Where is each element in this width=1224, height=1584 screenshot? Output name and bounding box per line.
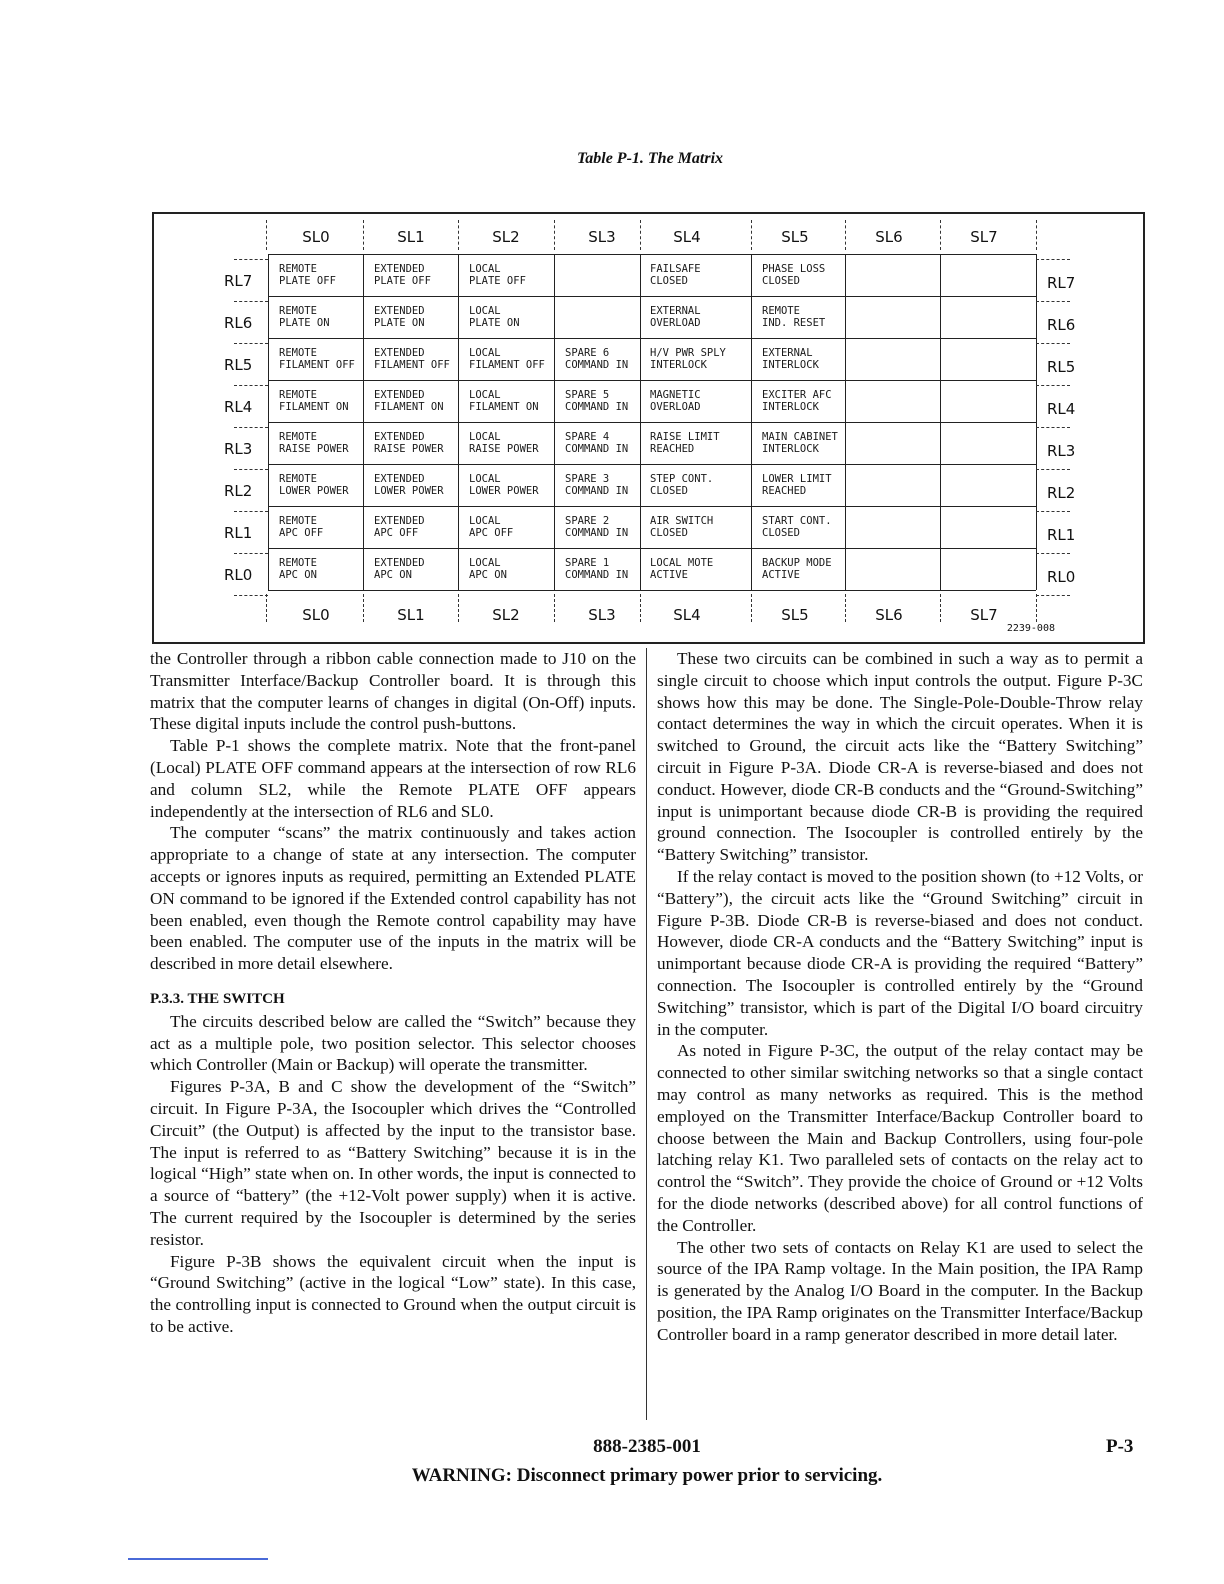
row-tick <box>1036 343 1070 344</box>
matrix-cell-rl6-sl5: REMOTE IND. RESET <box>762 305 826 329</box>
row-label-rl7-right: RL7 <box>1047 274 1076 292</box>
header-divider <box>940 594 941 622</box>
paragraph: The computer “scans” the matrix continuously and takes action appropriate to a change of state at any intersection. The computer accepts or ignores inputs as required, permitting an Extended PLATE ON command to be ignored if the Extended control capability has not been enabled, even though the Remote control capability may have been enabled. The computer use of the inputs in the matrix will be described in more detail elsewhere. <box>150 823 636 974</box>
row-tick <box>234 469 268 470</box>
matrix-cell-rl7-sl1: EXTENDED PLATE OFF <box>374 263 431 287</box>
row-tick <box>234 553 268 554</box>
row-tick <box>1036 595 1070 596</box>
table-caption: Table P-1. The Matrix <box>576 150 724 167</box>
matrix-cell-rl6-sl2: LOCAL PLATE ON <box>469 305 520 329</box>
row-label-rl6-left: RL6 <box>224 314 253 332</box>
matrix-cell-rl6-sl0: REMOTE PLATE ON <box>279 305 330 329</box>
row-label-rl2-right: RL2 <box>1047 484 1076 502</box>
grid-row-line <box>268 254 1036 255</box>
column-header-sl4-bottom: SL4 <box>673 606 701 624</box>
matrix-cell-rl4-sl1: EXTENDED FILAMENT ON <box>374 389 444 413</box>
row-label-rl5-left: RL5 <box>224 356 253 374</box>
matrix-cell-rl2-sl4: STEP CONT. CLOSED <box>650 473 714 497</box>
matrix-cell-rl4-sl0: REMOTE FILAMENT ON <box>279 389 349 413</box>
row-tick <box>234 595 268 596</box>
matrix-cell-rl4-sl4: MAGNETIC OVERLOAD <box>650 389 701 413</box>
header-divider <box>845 220 846 250</box>
header-divider <box>554 220 555 250</box>
row-label-rl1-left: RL1 <box>224 524 253 542</box>
grid-row-line <box>268 296 1036 297</box>
grid-row-line <box>268 506 1036 507</box>
section-heading: P.3.3. THE SWITCH <box>150 990 285 1007</box>
row-label-rl7-left: RL7 <box>224 272 253 290</box>
header-divider <box>554 594 555 622</box>
paragraph: Figures P-3A, B and C show the development of the “Switch” circuit. In Figure P-3A, the Isocoupler which drives the “Controlled Circuit” (the Output) is affected by the input to the transistor base. The input is referred to as “Battery Switching” because it is in the logical “High” state when on. In other words, the input is connected to a source of “battery” (the +12-Volt power supply) when it is active. The current required by the Isocoupler is determined by the series resistor. <box>150 1077 636 1249</box>
matrix-cell-rl3-sl2: LOCAL RAISE POWER <box>469 431 539 455</box>
column-header-sl7-bottom: SL7 <box>970 606 998 624</box>
row-label-rl0-right: RL0 <box>1047 568 1076 586</box>
row-tick <box>234 385 268 386</box>
matrix-cell-rl1-sl5: START CONT. CLOSED <box>762 515 832 539</box>
header-divider <box>640 220 641 250</box>
row-label-rl1-right: RL1 <box>1047 526 1076 544</box>
grid-row-line <box>268 590 1036 591</box>
row-label-rl3-right: RL3 <box>1047 442 1076 460</box>
grid-column-line <box>845 254 846 590</box>
paragraph: Table P-1 shows the complete matrix. Note that the front-panel (Local) PLATE OFF command appears at the intersection of row RL6 and column SL2, while the Remote PLATE OFF appears independently at the intersection of RL6 and SL0. <box>150 736 636 821</box>
column-header-sl6-top: SL6 <box>875 228 903 246</box>
grid-column-line <box>940 254 941 590</box>
grid-column-line <box>1036 254 1037 590</box>
grid-row-line <box>268 464 1036 465</box>
row-tick <box>1036 259 1070 260</box>
matrix-cell-rl1-sl4: AIR SWITCH CLOSED <box>650 515 714 539</box>
matrix-cell-rl0-sl4: LOCAL MOTE ACTIVE <box>650 557 714 581</box>
row-label-rl0-left: RL0 <box>224 566 253 584</box>
matrix-cell-rl4-sl2: LOCAL FILAMENT ON <box>469 389 539 413</box>
row-label-rl6-right: RL6 <box>1047 316 1076 334</box>
matrix-cell-rl3-sl0: REMOTE RAISE POWER <box>279 431 349 455</box>
matrix-cell-rl7-sl0: REMOTE PLATE OFF <box>279 263 336 287</box>
header-divider <box>940 220 941 250</box>
matrix-cell-rl5-sl0: REMOTE FILAMENT OFF <box>279 347 355 371</box>
paragraph: Figure P-3B shows the equivalent circuit when the input is “Ground Switching” (active in the logical “Low” state). In this case, the controlling input is connected to Ground when the output circuit is to be active. <box>150 1251 636 1336</box>
header-divider <box>751 220 752 250</box>
column-header-sl3-top: SL3 <box>588 228 616 246</box>
column-header-sl2-top: SL2 <box>492 228 520 246</box>
column-header-sl2-bottom: SL2 <box>492 606 520 624</box>
header-divider <box>266 220 267 250</box>
grid-column-line <box>554 254 555 590</box>
matrix-cell-rl5-sl4: H/V PWR SPLY INTERLOCK <box>650 347 726 371</box>
header-divider <box>363 594 364 622</box>
paragraph: If the relay contact is moved to the position shown (to +12 Volts, or “Battery”), the circuit acts like the “Ground Switching” circuit in Figure P-3B. Diode CR-B is reverse-biased and does not conduct. However, diode CR-A conducts and the “Battery Switching” input is unimportant because diode CR-A is providing the required “Battery” connection. The Isocoupler is controlled entirely by the “Ground Switching” transistor, which is part of the Digital I/O board circuitry in the computer. <box>657 866 1143 1039</box>
header-divider <box>845 594 846 622</box>
header-divider <box>458 220 459 250</box>
header-divider <box>458 594 459 622</box>
row-tick <box>1036 385 1070 386</box>
matrix-cell-rl4-sl5: EXCITER AFC INTERLOCK <box>762 389 832 413</box>
paragraph: As noted in Figure P-3C, the output of the relay contact may be connected to other similar switching networks so that a single contact may control as many networks as required. This is the method employed on the Transmitter Interface/Backup Controller board to choose between the Main and Backup Controllers, using four-pole latching relay K1. Two paralleled sets of contacts on the relay act to control the “Switch”. They provide the choice of Ground or +12 Volts for the diode networks (described above) for all control functions of the Controller. <box>657 1041 1143 1235</box>
matrix-cell-rl6-sl4: EXTERNAL OVERLOAD <box>650 305 701 329</box>
header-divider <box>363 220 364 250</box>
matrix-cell-rl3-sl3: SPARE 4 COMMAND IN <box>565 431 629 455</box>
header-divider <box>266 594 267 622</box>
column-header-sl5-top: SL5 <box>781 228 809 246</box>
row-tick <box>234 259 268 260</box>
matrix-cell-rl5-sl1: EXTENDED FILAMENT OFF <box>374 347 450 371</box>
row-tick <box>1036 427 1070 428</box>
grid-row-line <box>268 380 1036 381</box>
matrix-cell-rl0-sl5: BACKUP MODE ACTIVE <box>762 557 832 581</box>
matrix-cell-rl2-sl3: SPARE 3 COMMAND IN <box>565 473 629 497</box>
column-header-sl0-bottom: SL0 <box>302 606 330 624</box>
matrix-cell-rl4-sl3: SPARE 5 COMMAND IN <box>565 389 629 413</box>
matrix-cell-rl0-sl2: LOCAL APC ON <box>469 557 507 581</box>
column-header-sl7-top: SL7 <box>970 228 998 246</box>
column-header-sl1-bottom: SL1 <box>397 606 425 624</box>
header-divider <box>640 594 641 622</box>
warning-notice: WARNING: Disconnect primary power prior to servicing. <box>411 1465 883 1486</box>
grid-column-line <box>458 254 459 590</box>
matrix-cell-rl6-sl1: EXTENDED PLATE ON <box>374 305 425 329</box>
matrix-cell-rl7-sl5: PHASE LOSS CLOSED <box>762 263 826 287</box>
matrix-cell-rl5-sl2: LOCAL FILAMENT OFF <box>469 347 545 371</box>
paragraph: These two circuits can be combined in such a way as to permit a single circuit to choose which input controls the output. Figure P-3C shows how this may be done. The Single-Pole-Double-Throw relay contact determines the way in which the circuit operates. When it is switched to Ground, the circuit acts like the “Battery Switching” circuit in Figure P-3A. Diode CR-A is reverse-biased and does not conduct. However, diode CR-B conducts and the “Ground-Switching” input is unimportant because diode CR-B is providing the required ground connection. The Isocoupler is controlled entirely by the “Battery Switching” transistor. <box>657 649 1143 865</box>
matrix-cell-rl2-sl0: REMOTE LOWER POWER <box>279 473 349 497</box>
matrix-cell-rl0-sl0: REMOTE APC ON <box>279 557 317 581</box>
matrix-figure <box>152 212 1145 644</box>
matrix-cell-rl7-sl2: LOCAL PLATE OFF <box>469 263 526 287</box>
right-column <box>657 648 1143 1346</box>
margin-rule <box>128 1558 268 1560</box>
matrix-cell-rl1-sl3: SPARE 2 COMMAND IN <box>565 515 629 539</box>
grid-row-line <box>268 338 1036 339</box>
matrix-cell-rl0-sl3: SPARE 1 COMMAND IN <box>565 557 629 581</box>
row-tick <box>234 301 268 302</box>
figure-code: 2239-008 <box>1006 623 1055 634</box>
row-tick <box>1036 301 1070 302</box>
matrix-cell-rl3-sl4: RAISE LIMIT REACHED <box>650 431 720 455</box>
grid-row-line <box>268 422 1036 423</box>
column-divider <box>646 648 647 1420</box>
row-tick <box>234 511 268 512</box>
paragraph: The other two sets of contacts on Relay K1 are used to select the source of the IPA Ramp voltage. In the Main position, the IPA Ramp is generated by the Analog I/O Board in the computer. In the Backup position, the IPA Ramp originates on the Transmitter Interface/Backup Controller board in a ramp generator described in more detail later. <box>657 1237 1143 1344</box>
paragraph: The circuits described below are called the “Switch” because they act as a multiple pole, two position selector. This selector chooses which Controller (Main or Backup) will operate the transmitter. <box>150 1011 636 1075</box>
column-header-sl3-bottom: SL3 <box>588 606 616 624</box>
matrix-cell-rl3-sl1: EXTENDED RAISE POWER <box>374 431 444 455</box>
row-tick <box>234 427 268 428</box>
row-label-rl4-left: RL4 <box>224 398 253 416</box>
grid-column-line <box>751 254 752 590</box>
column-header-sl4-top: SL4 <box>673 228 701 246</box>
left-column <box>150 648 636 1338</box>
row-label-rl5-right: RL5 <box>1047 358 1076 376</box>
grid-row-line <box>268 548 1036 549</box>
row-tick <box>1036 469 1070 470</box>
matrix-cell-rl3-sl5: MAIN CABINET INTERLOCK <box>762 431 838 455</box>
row-tick <box>1036 511 1070 512</box>
header-divider <box>1036 594 1037 622</box>
matrix-cell-rl5-sl5: EXTERNAL INTERLOCK <box>762 347 819 371</box>
matrix-cell-rl1-sl0: REMOTE APC OFF <box>279 515 324 539</box>
row-label-rl4-right: RL4 <box>1047 400 1076 418</box>
column-header-sl1-top: SL1 <box>397 228 425 246</box>
row-tick <box>234 343 268 344</box>
page-number: P-3 <box>1106 1436 1134 1457</box>
matrix-cell-rl5-sl3: SPARE 6 COMMAND IN <box>565 347 629 371</box>
row-label-rl3-left: RL3 <box>224 440 253 458</box>
column-header-sl0-top: SL0 <box>302 228 330 246</box>
matrix-cell-rl2-sl2: LOCAL LOWER POWER <box>469 473 539 497</box>
column-header-sl5-bottom: SL5 <box>781 606 809 624</box>
row-tick <box>1036 553 1070 554</box>
header-divider <box>1036 220 1037 250</box>
grid-column-line <box>363 254 364 590</box>
matrix-cell-rl2-sl5: LOWER LIMIT REACHED <box>762 473 832 497</box>
paragraph: the Controller through a ribbon cable connection made to J10 on the Transmitter Interface/Backup Controller board. It is through this matrix that the computer learns of changes in digital (On-Off) inputs. These digital inputs include the control push-buttons. <box>150 649 636 734</box>
document-number: 888-2385-001 <box>593 1436 701 1457</box>
column-header-sl6-bottom: SL6 <box>875 606 903 624</box>
row-label-rl2-left: RL2 <box>224 482 253 500</box>
grid-column-line <box>268 254 269 590</box>
matrix-cell-rl1-sl2: LOCAL APC OFF <box>469 515 514 539</box>
matrix-cell-rl7-sl4: FAILSAFE CLOSED <box>650 263 701 287</box>
matrix-cell-rl2-sl1: EXTENDED LOWER POWER <box>374 473 444 497</box>
grid-column-line <box>640 254 641 590</box>
header-divider <box>751 594 752 622</box>
matrix-cell-rl1-sl1: EXTENDED APC OFF <box>374 515 425 539</box>
matrix-cell-rl0-sl1: EXTENDED APC ON <box>374 557 425 581</box>
